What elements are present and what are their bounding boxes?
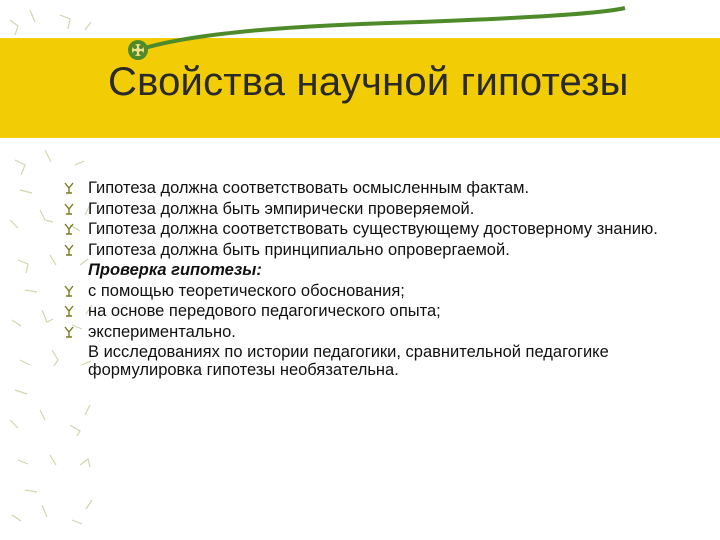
list-item: [62, 343, 682, 379]
list-item-text: Гипотеза должна соответствовать существующему достоверному знанию.: [88, 220, 658, 238]
list-item: [62, 282, 682, 300]
slide-title: Свойства научной гипотезы: [108, 60, 629, 104]
lightbulb-icon: [62, 325, 76, 339]
list-item: [62, 241, 682, 259]
list-item-text: В исследованиях по истории педагогики, сравнительной педагогике формулировка гипотезы необязательна.: [88, 343, 609, 379]
list-item: [62, 179, 682, 197]
list-item-text: Гипотеза должна соответствовать осмысленным фактам.: [88, 179, 530, 197]
lightbulb-icon: [62, 284, 76, 298]
list-item-text: Гипотеза должна быть эмпирически проверяемой.: [88, 199, 475, 218]
lightbulb-icon: [62, 243, 76, 257]
list-item: [62, 200, 682, 218]
list-item: [62, 220, 682, 238]
list-item-text: экспериментально.: [88, 322, 236, 341]
lightbulb-icon: [62, 304, 76, 318]
list-item-text: на основе передового педагогического опыта;: [88, 302, 441, 320]
list-item: [62, 302, 682, 320]
list-item: [62, 323, 682, 341]
list-item-text: Проверка гипотезы:: [88, 261, 262, 279]
list-item-text: с помощью теоретического обоснования;: [88, 281, 405, 300]
lightbulb-icon: [62, 181, 76, 195]
content-list: [62, 179, 682, 382]
list-item-text: Гипотеза должна быть принципиально опровергаемой.: [88, 240, 510, 259]
lightbulb-icon: [62, 202, 76, 216]
lightbulb-icon: [62, 222, 76, 236]
list-subheading: [62, 261, 682, 279]
